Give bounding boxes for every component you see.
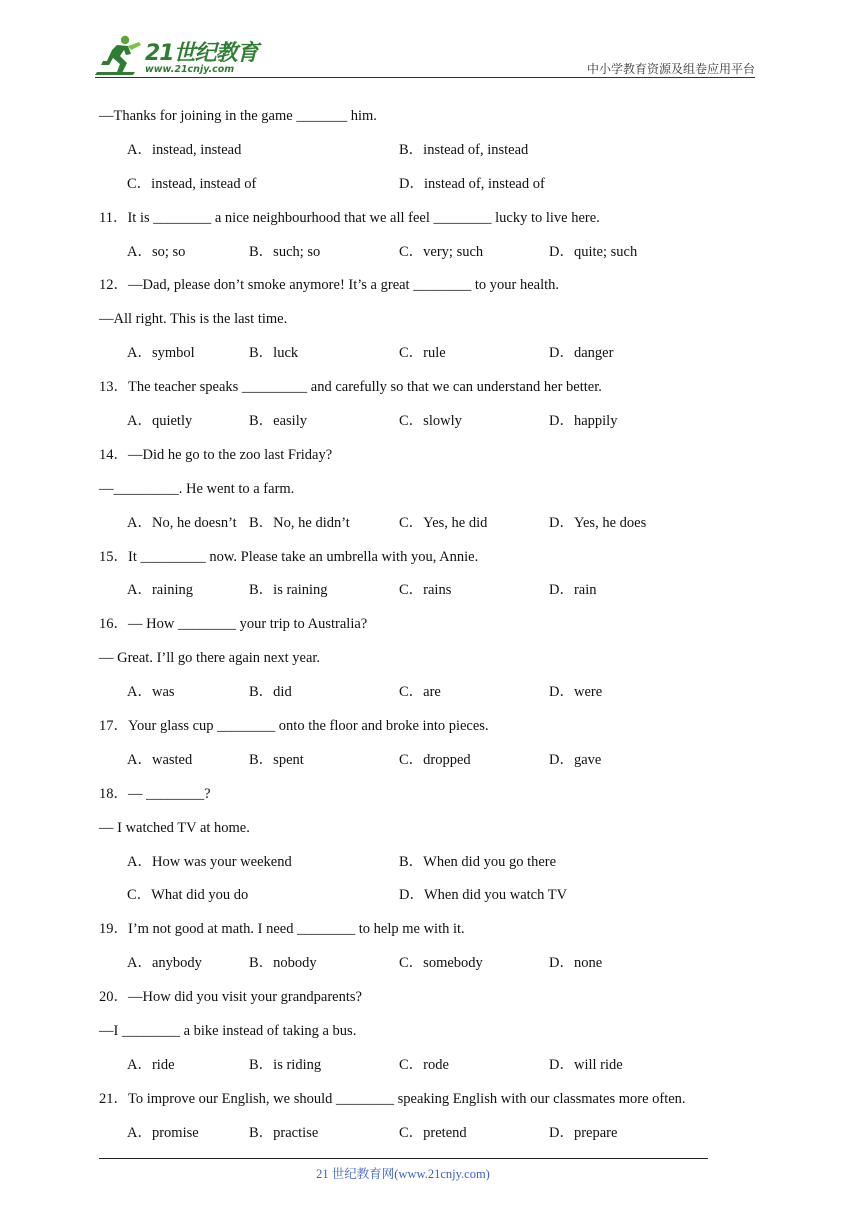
answer-options-row [99,1121,739,1155]
answer-option: B．nobody [249,955,317,972]
question-text-line: 21．To improve our English, we should ________ speaking English with our classmates more often. [99,1090,686,1107]
answer-option: D．prepare [549,1124,618,1141]
answer-options-row [99,409,739,443]
answer-options-row [99,951,739,985]
answer-option: B．easily [249,413,307,430]
question-text-line: 11．It is ________ a nice neighbourhood that we all feel ________ lucky to live here. [99,209,600,226]
answer-option: B．When did you go there [399,853,557,870]
answer-option: B．such; so [249,243,321,260]
answer-option: B．is riding [249,1056,322,1073]
answer-option: B．is raining [249,582,328,599]
answer-options-row [99,172,739,206]
answer-option: D．happily [549,413,618,430]
question-text-line: —Thanks for joining in the game _______ him. [99,108,377,124]
answer-option: D．When did you watch TV [399,887,568,904]
answer-option: C．rule [399,345,446,362]
answer-option: B．luck [249,345,299,362]
logo-title: 21世纪教育 [145,41,258,66]
question-text-line: 17．Your glass cup ________ onto the floor and broke into pieces. [99,718,489,735]
answer-option: A．No, he doesn’t [127,514,237,531]
question-text-line: —I ________ a bike instead of taking a bus. [99,1023,357,1040]
answer-option: D．danger [549,345,614,362]
answer-option: B．spent [249,751,304,768]
answer-options-row [99,240,739,274]
answer-option: D．rain [549,582,597,599]
logo-url: www.21cnjy.com [145,64,235,75]
answer-option: C．pretend [399,1124,467,1141]
answer-option: D．gave [549,751,602,768]
answer-option: A．so; so [127,243,186,260]
question-text-line: 13．The teacher speaks _________ and carefully so that we can understand her better. [99,379,602,396]
question-text-line: 16．— How ________ your trip to Australia? [99,616,368,633]
answer-option: A．anybody [127,955,202,972]
answer-options-row [99,748,739,782]
answer-option: A．instead, instead [127,141,242,158]
answer-option: C．rode [399,1056,449,1073]
question-text-line: —_________. He went to a farm. [99,480,295,497]
answer-options-row [99,511,739,545]
answer-options-row [99,341,739,375]
answer-option: A．symbol [127,345,195,362]
answer-option: D．none [549,955,603,972]
answer-option: A．was [127,684,175,701]
answer-option: B．practise [249,1124,319,1141]
answer-option: A．ride [127,1056,175,1073]
question-text-line: 18．— ________? [99,785,211,802]
question-list [99,104,739,1155]
answer-option: B．No, he didn’t [249,514,350,531]
answer-option: D．quite; such [549,243,638,260]
answer-option: A．wasted [127,751,193,768]
page-header [0,0,860,80]
answer-option: C．rains [399,582,452,599]
question-text-line: 15．It _________ now. Please take an umbrella with you, Annie. [99,548,479,565]
answer-options-row [99,578,739,612]
answer-options-row [99,883,739,917]
answer-options-row [99,850,739,884]
answer-option: C．somebody [399,955,483,972]
question-text-line: 19．I’m not good at math. I need ________ to help me with it. [99,921,465,938]
answer-option: B．did [249,684,292,701]
answer-option: C．What did you do [127,887,249,904]
answer-option: D．instead of, instead of [399,175,545,192]
site-logo [95,32,260,78]
answer-option: C．slowly [399,413,462,430]
answer-option: D．were [549,684,603,701]
answer-option: A．raining [127,582,194,599]
answer-option: A．promise [127,1124,199,1141]
question-text-line: 20．—How did you visit your grandparents? [99,989,362,1006]
answer-option: C．instead, instead of [127,175,257,192]
answer-option: A．How was your weekend [127,853,292,870]
question-text-line: —All right. This is the last time. [99,311,288,328]
answer-option: C．dropped [399,751,471,768]
answer-option: D．Yes, he does [549,514,647,531]
answer-options-row [99,680,739,714]
answer-option: C．are [399,684,441,701]
answer-option: C．very; such [399,243,484,260]
footer-divider [99,1158,708,1159]
answer-option: B．instead of, instead [399,141,529,158]
answer-option: C．Yes, he did [399,514,488,531]
question-text-line: 14．—Did he go to the zoo last Friday? [99,446,333,463]
question-text-line: — I watched TV at home. [99,819,250,836]
question-text-line: 12．—Dad, please don’t smoke anymore! It’s a great ________ to your health. [99,277,559,294]
answer-options-row [99,1053,739,1087]
answer-options-row [99,138,739,172]
footer-source: 21 世纪教育网(www.21cnjy.com) [316,1167,490,1181]
header-platform-name: 中小学教育资源及组卷应用平台 [586,62,755,76]
question-text-line: — Great. I’ll go there again next year. [99,650,321,667]
answer-option: D．will ride [549,1056,623,1073]
answer-option: A．quietly [127,413,193,430]
header-divider [95,77,755,78]
